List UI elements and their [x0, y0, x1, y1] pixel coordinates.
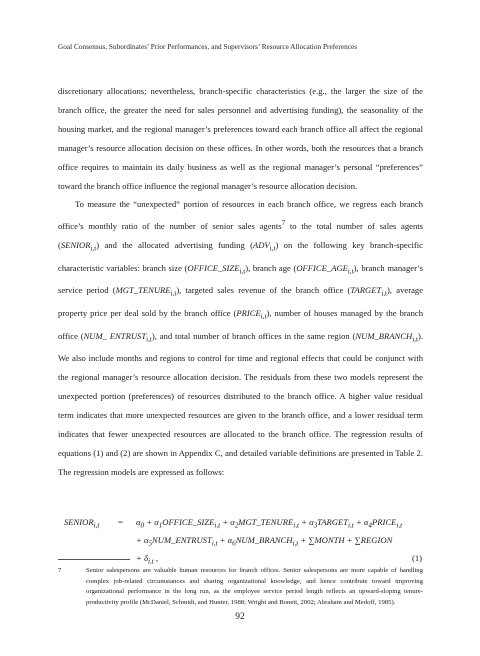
footnote-text: Senior salespersons are valuable human resources for branch offices. Senior salespersons are more capable of handling complex job-related circumstances and sharing organizational knowledge, and hence contribute toward improving organizational performance in the long run, as the employee service period length reflects an upward-sloping tenure-productivity profile (McDaniel, Schmidt, and Hunter, 1988; Wright and Bonett, 2002; Abraham and Medoff, 1985).: [86, 567, 423, 606]
equation-rhs-line-3: + $\delta_{i,t}$ ,: [136, 553, 159, 566]
body-text: [58, 82, 423, 482]
footnote: [58, 566, 423, 608]
equation-number: (1): [411, 553, 422, 563]
equation-lhs: $SENIOR_{i,t}$: [64, 517, 100, 530]
equation-line-3: [64, 549, 422, 567]
paragraph-1: discretionary allocations; nevertheless, branch-specific characteristics (e.g., the larger the size of the branch office, the greater the need for sales personnel and advertising funding), the seasonality of the housing market, and the regional manager’s preferences toward each branch office all affect the regional manager’s resource allocation decision on these offices. In other words, both the resources that a branch office requires to maintain its daily business as well as the regional manager’s personal “preferences” toward the branch office influence the regional manager’s resource allocation decision.: [58, 86, 423, 191]
footnote-number: 7: [58, 567, 62, 574]
equals-sign: =: [118, 517, 123, 527]
running-header: Goal Consensus, Subordinates’ Prior Performances, and Supervisors’ Resource Allocation Preferences: [58, 43, 358, 51]
page-number: 92: [235, 612, 245, 622]
equation-line-1: [64, 513, 422, 531]
equation-rhs-line-2: + $\alpha_5NUM\_ENTRUST_{i,t}$ + $\alpha_6NUM\_BRANCH_{i,t}$ + ∑MONTH + ∑REGION: [136, 535, 393, 548]
footnote-rule: [58, 559, 130, 560]
paragraph-2: To measure the “unexpected” portion of resources in each branch office, we regress each branch office’s monthly ratio of the number of senior sales agents$^7$ to the total number of sales agents $(SENIOR_{i,t})$ and the allocated advertising funding $(ADV_{i,t})$ on the following key branch-specific characteristic variables: branch size $(OFFICE\_SIZE_{i,t})$, branch age $(OFFICE\_AGE_{i,t})$, branch manager’s service period $(MGT\_TENURE_{i,t})$, targeted sales revenue of the branch office $(TARGET_{i,t})$, average property price per deal sold by the branch office $(PRICE_{i,t})$, number of houses managed by the branch office (NUM_ $ENTRUST_{i,t}$), and total number of branch offices in the same region $(NUM\_BRANCH_{i,t})$. We also include months and regions to control for time and regional effects that could be conjunct with the regional manager’s resource allocation decision. The residuals from these two models represent the unexpected portion (preferences) of resources distributed to the branch office. A higher value residual term indicates that more unexpected resources are given to the branch office, and a lower residual term indicates that fewer unexpected resources are allocated to the branch office. The regression results of equations (1) and (2) are shown in Appendix C, and detailed variable definitions are presented in Table 2. The regression models are expressed as follows:: [58, 199, 424, 477]
equation-rhs-line-1: $\alpha_0$ + $\alpha_1OFFICE\_SIZE_{i,t}$ + $\alpha_2MGT\_TENURE_{i,t}$ + $\alpha_3TARGET_{i,t}$ + $\alpha_4PRICE_{i,t}$: [136, 517, 403, 530]
